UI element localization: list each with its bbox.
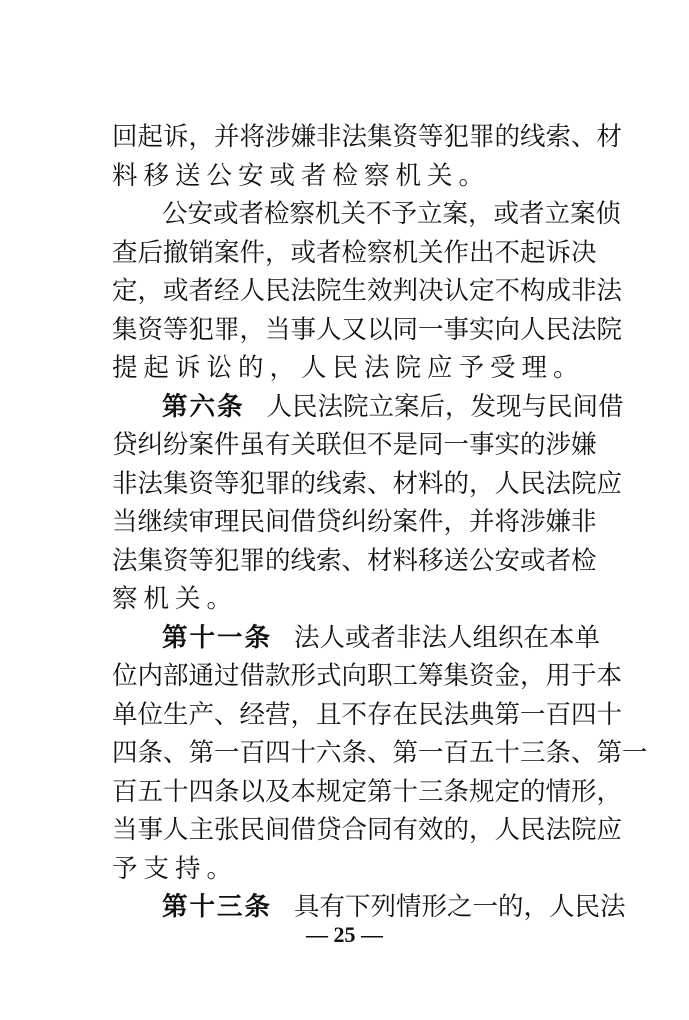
paragraph-first-line: 公安或者检察机关不予立案，或者立案侦	[162, 199, 622, 229]
text-line: 四条、第一百四十六条、第一百五十三条、第一	[112, 738, 648, 768]
text-line: 当继续审理民间借贷纠纷案件，并将涉嫌非	[112, 507, 597, 537]
text-line: 察机关。	[112, 584, 239, 614]
article-13-heading: 第十三条	[162, 892, 273, 922]
text-span: 具有下列情形之一的，人民法	[294, 892, 626, 922]
text-line: 予支持。	[112, 853, 239, 884]
text-line: 查后撤销案件，或者检察机关作出不起诉决	[112, 237, 597, 268]
text-line: 非法集资等犯罪的线索、材料的，人民法院应	[112, 468, 623, 499]
text-line: 法集资等犯罪的线索、材料移送公安或者检	[112, 545, 597, 576]
text-line: 百五十四条以及本规定第十三条规定的情形，	[112, 776, 623, 807]
text-line: 提起诉讼的，人民法院应予受理。	[112, 353, 585, 383]
text-line: 当事人主张民间借贷合同有效的，人民法院应	[112, 815, 623, 845]
text-line: 位内部通过借款形式向职工筹集资金，用于本	[112, 661, 623, 691]
text-line: 单位生产、经营，且不存在民法典第一百四十	[112, 699, 623, 730]
text-line: 回起诉，并将涉嫌非法集资等犯罪的线索、材	[112, 122, 623, 152]
text-line: 料移送公安或者检察机关。	[112, 160, 491, 191]
page-number: — 25 —	[306, 922, 383, 947]
text-line: 贷纠纷案件虽有关联但不是同一事实的涉嫌	[112, 430, 597, 460]
text-line: 定，或者经人民法院生效判决认定不构成非法	[112, 276, 623, 306]
article-11-heading: 第十一条	[162, 622, 273, 653]
article-6-heading: 第六条	[162, 391, 245, 422]
article-13-first-line	[162, 887, 626, 927]
article-11-first-line	[162, 618, 601, 658]
text-span: 法人或者非法人组织在本单	[294, 622, 601, 653]
text-span: 人民法院立案后，发现与民间借	[266, 391, 624, 422]
text-line: 集资等犯罪，当事人又以同一事实向人民法院	[112, 314, 623, 345]
article-6-first-line	[162, 387, 624, 427]
